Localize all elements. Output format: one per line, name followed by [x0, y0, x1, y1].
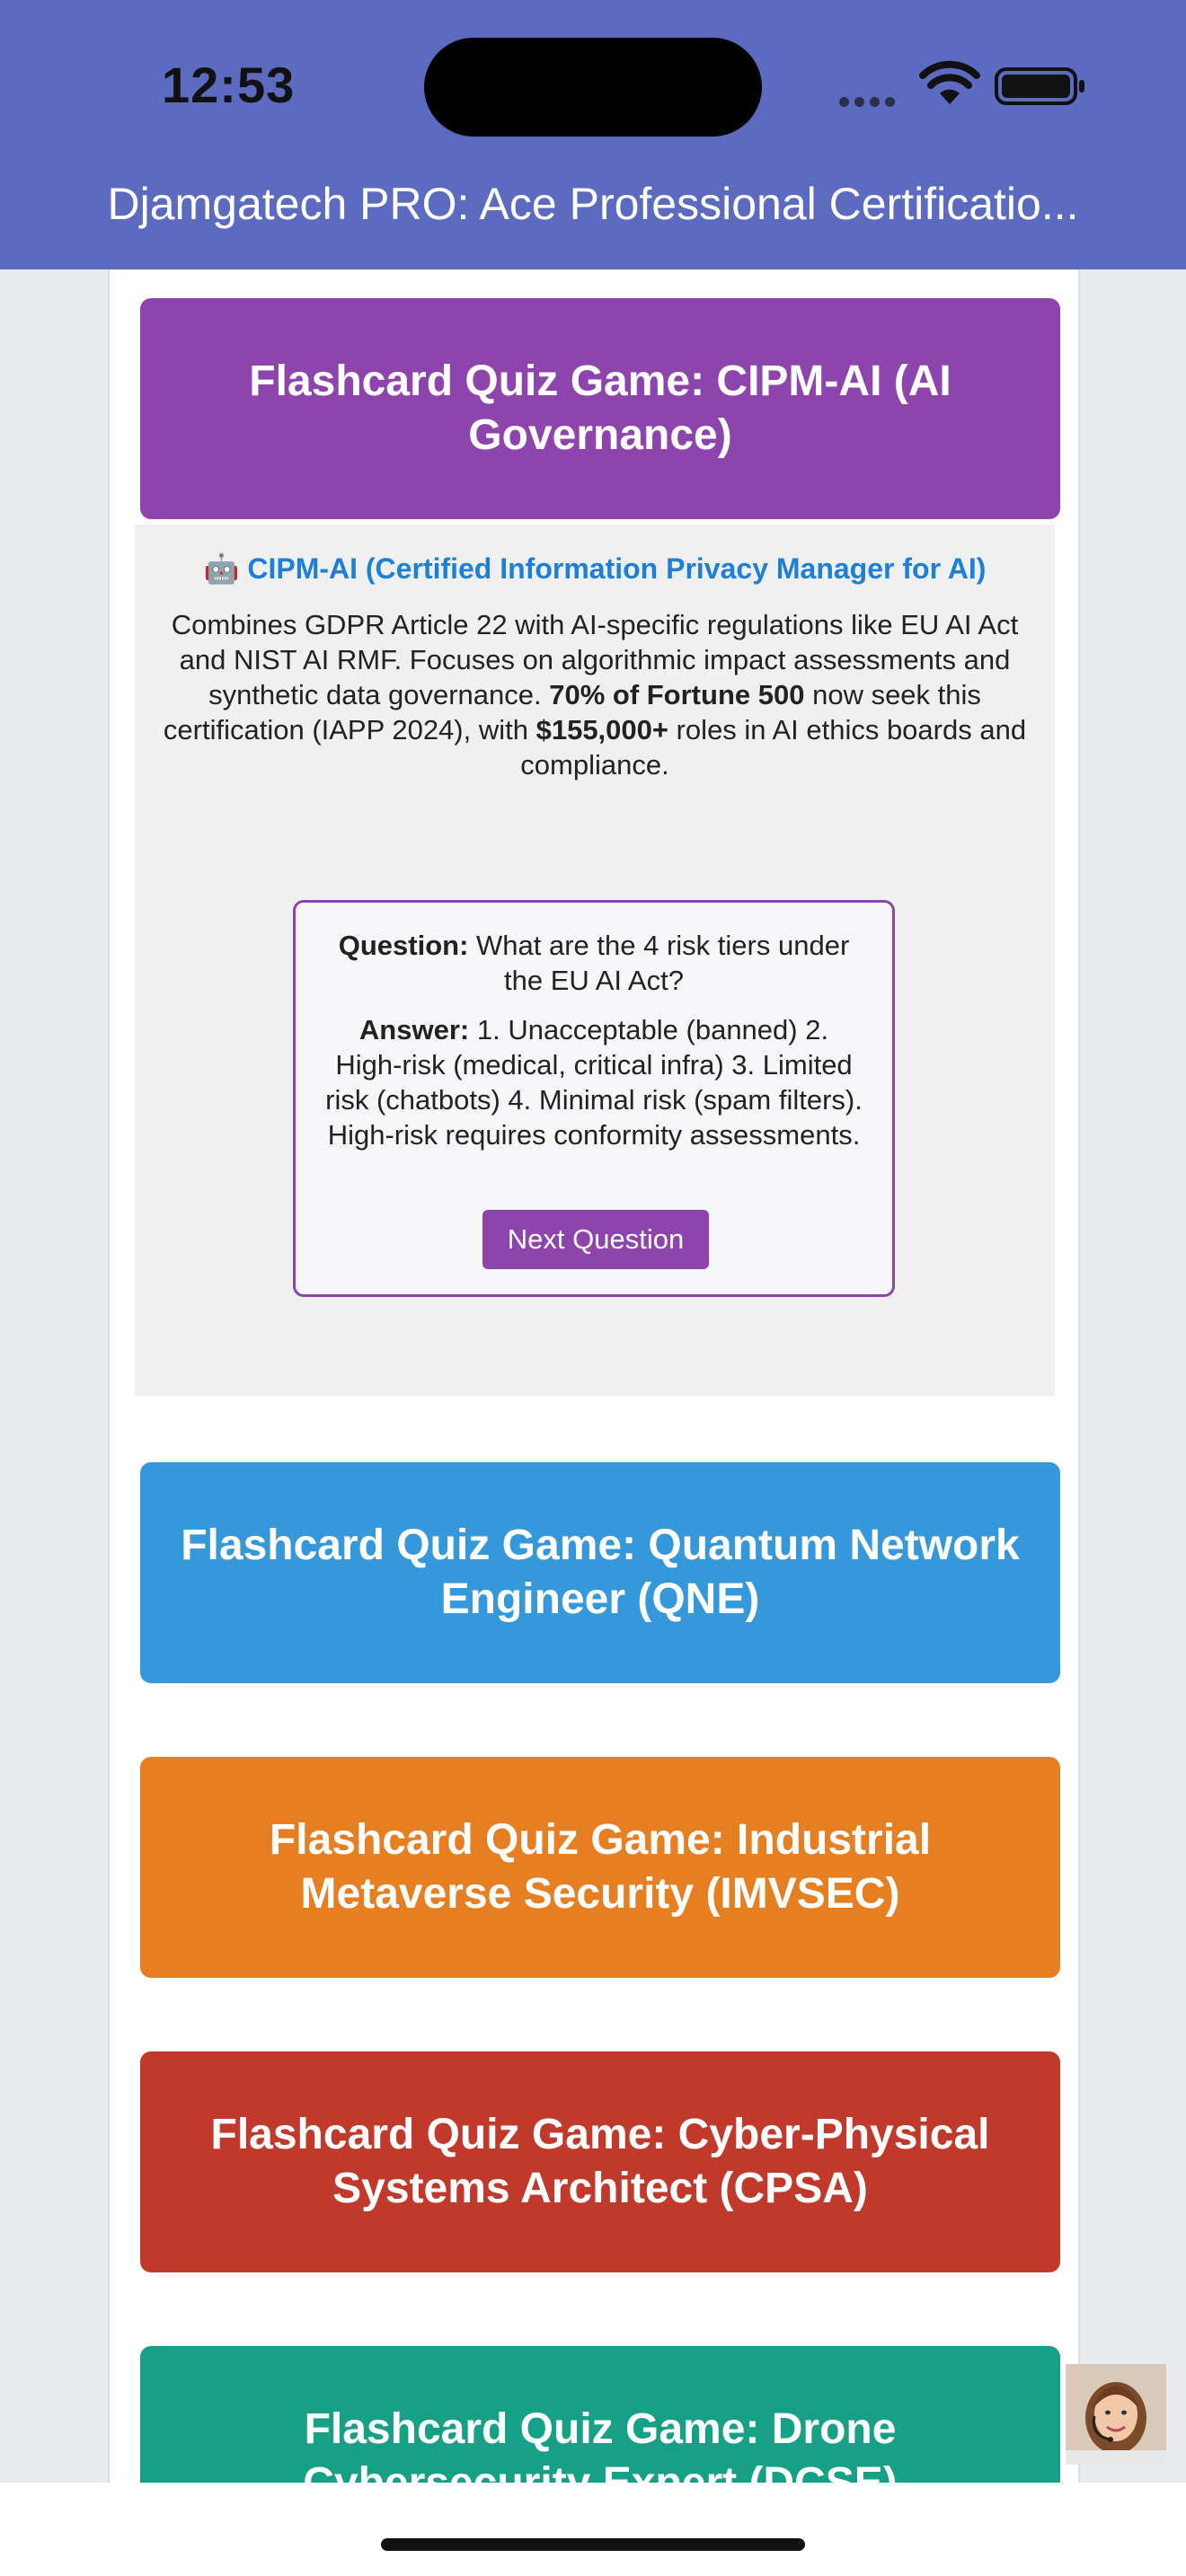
- quiz-card-imvsec[interactable]: Flashcard Quiz Game: Industrial Metaverse Security (IMVSEC): [140, 1757, 1060, 1978]
- support-agent-icon: [1066, 2364, 1166, 2465]
- robot-icon: 🤖: [203, 552, 240, 585]
- panel-title: [135, 551, 1055, 586]
- panel-description: Combines GDPR Article 22 with AI-specific regulations like EU AI Act and NIST AI RMF. Focuses on algorithmic impact assessments and synthetic data governance. 70% of Fortune 500 now seek this certification (IAPP 2024), with $155,000+ roles in AI ethics boards and compliance.: [163, 609, 1027, 781]
- app-header: [0, 0, 1186, 269]
- answer: Answer: 1. Unacceptable (banned) 2. High-risk (medical, critical infra) 3. Limited risk (chatbots) 4. Minimal risk (spam filters). High-risk requires conformity assessments.: [325, 1014, 863, 1151]
- home-indicator[interactable]: [381, 2538, 805, 2551]
- quiz-card-qne[interactable]: Flashcard Quiz Game: Quantum Network Engineer (QNE): [140, 1462, 1060, 1683]
- dynamic-island: [424, 38, 762, 137]
- battery-icon: [994, 66, 1087, 106]
- stat-salary: $155,000+: [535, 714, 668, 745]
- panel-title-text: CIPM-AI (Certified Information Privacy Manager for AI): [247, 552, 987, 585]
- quiz-card-cpsa[interactable]: Flashcard Quiz Game: Cyber-Physical Systems Architect (CPSA): [140, 2051, 1060, 2272]
- wifi-icon: [920, 63, 979, 108]
- support-avatar[interactable]: [1066, 2364, 1166, 2465]
- question: Question: What are the 4 risk tiers under the EU AI Act?: [338, 930, 850, 996]
- stat-fortune-500: 70% of Fortune 500: [549, 679, 805, 710]
- answer-text: 1. Unacceptable (banned) 2. High-risk (medical, critical infra) 3. Limited risk (chatbots) 4. Minimal risk (spam filters). High-risk requires conformity assessments.: [325, 1014, 863, 1151]
- quiz-panel: [135, 525, 1055, 1396]
- next-question-button[interactable]: Next Question: [482, 1210, 709, 1269]
- home-area: [0, 2483, 1186, 2576]
- quiz-card-dcse[interactable]: Flashcard Quiz Game: Drone: [140, 2346, 1060, 2567]
- page-title: Djamgatech PRO: Ace Professional Certificatio...: [107, 179, 1079, 229]
- flashcard: [293, 900, 895, 1297]
- question-text: What are the 4 risk tiers under the EU AI Act?: [476, 930, 850, 996]
- main-content[interactable]: [108, 269, 1080, 2483]
- signal-icon: [839, 95, 913, 108]
- quiz-card-cipm-ai[interactable]: Flashcard Quiz Game: CIPM-AI (AI Governance): [140, 298, 1060, 519]
- status-time: 12:53: [162, 57, 296, 113]
